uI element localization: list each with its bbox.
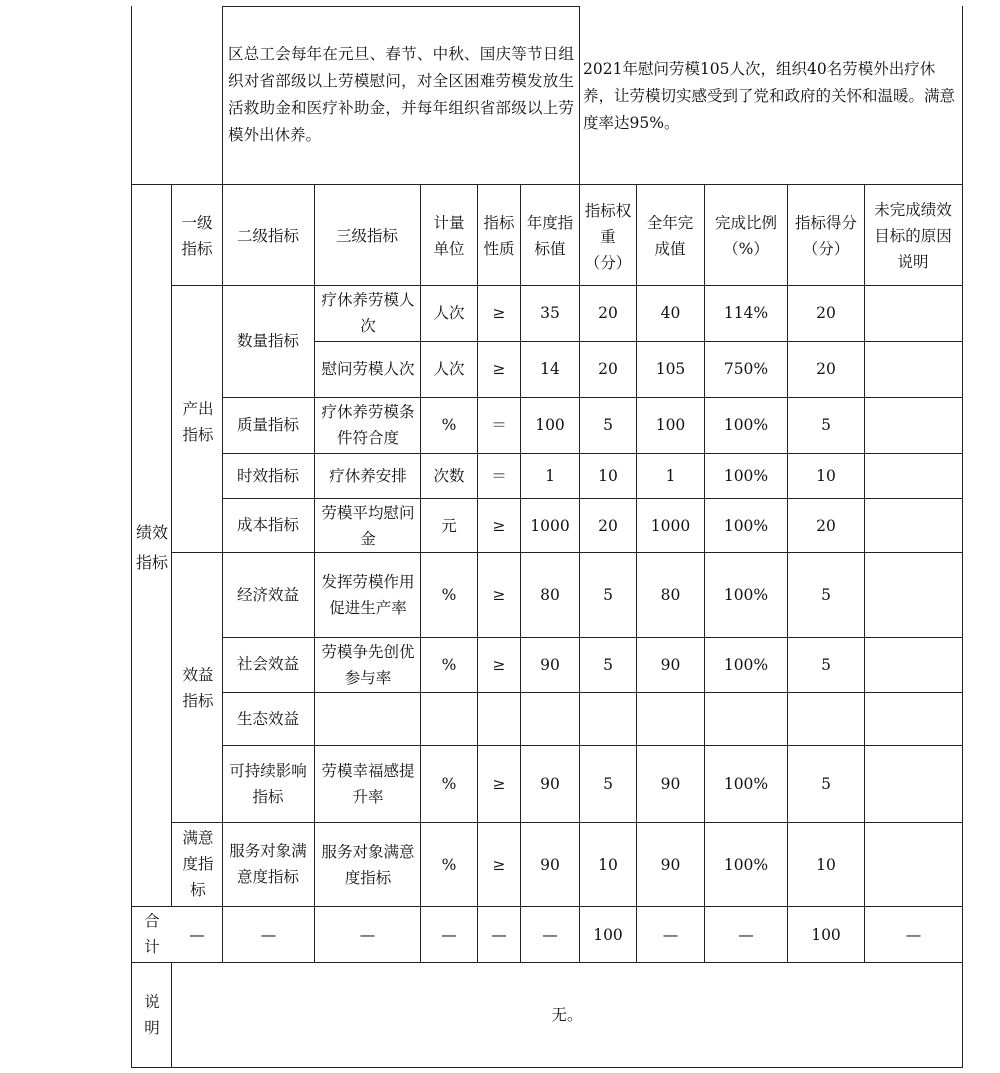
actual-cell: 40 bbox=[660, 304, 681, 322]
weight-cell: 5 bbox=[603, 656, 613, 674]
actual-cell: 80 bbox=[660, 586, 681, 604]
total-level2: — bbox=[260, 925, 277, 944]
reason-cell bbox=[865, 694, 962, 744]
score-cell: 10 bbox=[816, 467, 836, 485]
header-actual: 全年完成值 bbox=[646, 214, 694, 258]
unit-cell bbox=[421, 694, 477, 744]
nature-cell bbox=[478, 694, 520, 744]
score-cell: 20 bbox=[816, 360, 836, 378]
actual-cell bbox=[637, 694, 704, 744]
level2-sustainable: 可持续影响指标 bbox=[229, 762, 307, 806]
total-score: 100 bbox=[811, 925, 841, 944]
total-ratio: — bbox=[738, 925, 754, 944]
level1-benefit: 效益指标 bbox=[182, 666, 214, 710]
target-cell: 80 bbox=[540, 586, 560, 604]
header-reason: 未完成绩效目标的原因说明 bbox=[874, 201, 952, 271]
level3-cell: 疗休养安排 bbox=[329, 467, 407, 485]
total-actual: — bbox=[662, 925, 679, 944]
level2-quality: 质量指标 bbox=[236, 416, 299, 434]
score-cell: 10 bbox=[816, 855, 836, 874]
unit-cell: % bbox=[441, 656, 457, 674]
target-cell: 100 bbox=[535, 416, 565, 434]
level2-quantity: 数量指标 bbox=[236, 332, 299, 350]
reason-cell bbox=[865, 554, 962, 636]
target-cell: 90 bbox=[540, 855, 560, 874]
level3-cell: 疗休养劳模人次 bbox=[321, 291, 415, 335]
total-level3: — bbox=[359, 925, 376, 944]
header-level2: 二级指标 bbox=[236, 227, 299, 245]
level2-social: 社会效益 bbox=[236, 655, 299, 673]
score-cell: 20 bbox=[816, 516, 836, 535]
target-cell: 90 bbox=[540, 656, 560, 674]
level2-ecological: 生态效益 bbox=[236, 710, 299, 728]
nature-cell: ≥ bbox=[492, 855, 506, 874]
actual-cell: 90 bbox=[660, 656, 681, 674]
ratio-cell: 100% bbox=[723, 516, 769, 535]
grid-line bbox=[171, 285, 963, 286]
grid-line bbox=[314, 341, 963, 342]
header-ratio: 完成比例（%） bbox=[714, 214, 777, 258]
level3-cell: 疗休养劳模条件符合度 bbox=[321, 403, 415, 447]
header-unit: 计量单位 bbox=[433, 214, 465, 258]
weight-cell: 20 bbox=[598, 360, 618, 378]
level3-cell: 劳模平均慰问金 bbox=[321, 503, 415, 548]
total-weight: 100 bbox=[593, 925, 623, 944]
nature-cell: ≥ bbox=[492, 516, 506, 535]
grid-line bbox=[171, 822, 963, 823]
grid-line bbox=[171, 185, 172, 906]
actual-cell: 100 bbox=[655, 416, 686, 434]
grid-line bbox=[579, 6, 580, 185]
grid-line bbox=[222, 453, 963, 454]
nature-cell: ≥ bbox=[492, 586, 506, 604]
ratio-cell: 100% bbox=[723, 775, 769, 793]
target-cell: 14 bbox=[540, 360, 560, 378]
nature-cell: ＝ bbox=[491, 416, 507, 434]
total-unit: — bbox=[441, 925, 457, 944]
level2-timeliness: 时效指标 bbox=[236, 467, 299, 485]
unit-cell: 元 bbox=[441, 516, 457, 535]
reason-cell bbox=[865, 747, 962, 821]
note-label: 说明 bbox=[144, 993, 160, 1037]
level3-cell bbox=[318, 694, 418, 744]
grid-line bbox=[962, 6, 963, 1068]
actual-cell: 1 bbox=[665, 467, 676, 485]
reason-cell bbox=[865, 455, 962, 497]
weight-cell: 20 bbox=[598, 516, 618, 535]
target-cell: 90 bbox=[540, 775, 560, 793]
ratio-cell: 100% bbox=[723, 855, 769, 874]
total-nature: — bbox=[491, 925, 507, 944]
reason-cell bbox=[865, 343, 962, 395]
level1-satisfaction: 满意度指标 bbox=[182, 829, 214, 899]
nature-cell: ≥ bbox=[492, 656, 506, 674]
ratio-cell: 114% bbox=[723, 304, 769, 322]
level3-cell: 劳模幸福感提升率 bbox=[321, 762, 415, 806]
note-text: 无。 bbox=[551, 1006, 583, 1024]
results-text: 2021年慰问劳模105人次，组织40名劳模外出疗休养，让劳模切实感受到了党和政府的关怀和温暖。满意度率达95%。 bbox=[583, 60, 956, 132]
grid-line bbox=[131, 962, 963, 963]
level1-output: 产出指标 bbox=[182, 400, 214, 444]
score-cell: 20 bbox=[816, 304, 836, 322]
unit-cell: 人次 bbox=[433, 360, 465, 378]
grid-line bbox=[222, 6, 579, 7]
grid-line bbox=[131, 184, 963, 185]
weight-cell: 5 bbox=[603, 586, 613, 604]
total-level1: — bbox=[189, 925, 205, 944]
reason-cell bbox=[865, 399, 962, 451]
score-cell bbox=[788, 694, 864, 744]
weight-cell: 10 bbox=[598, 467, 618, 485]
score-cell: 5 bbox=[821, 775, 831, 793]
ratio-cell: 100% bbox=[723, 656, 769, 674]
header-score: 指标得分（分） bbox=[794, 214, 857, 258]
weight-cell: 5 bbox=[603, 775, 613, 793]
level3-cell: 慰问劳模人次 bbox=[321, 360, 415, 378]
reason-cell bbox=[865, 500, 962, 551]
grid-line bbox=[131, 906, 963, 907]
score-cell: 5 bbox=[821, 416, 831, 434]
ratio-cell: 100% bbox=[723, 467, 769, 485]
grid-line bbox=[222, 692, 963, 693]
level2-economic: 经济效益 bbox=[236, 586, 299, 604]
score-cell: 5 bbox=[821, 656, 831, 674]
actual-cell: 1000 bbox=[650, 516, 691, 535]
target-cell bbox=[521, 694, 579, 744]
header-nature: 指标性质 bbox=[483, 214, 515, 258]
grid-line bbox=[222, 745, 963, 746]
measures-text: 区总工会每年在元旦、春节、中秋、国庆等节日组织对省部级以上劳模慰问，对全区困难劳模发放生活救助金和医疗补助金，并每年组织省部级以上劳模外出休养。 bbox=[228, 45, 574, 144]
grid-line bbox=[222, 185, 223, 962]
level3-cell: 劳模争先创优参与率 bbox=[321, 643, 415, 687]
total-label: 合计 bbox=[144, 912, 160, 956]
weight-cell: 5 bbox=[603, 416, 613, 434]
grid-line bbox=[222, 637, 963, 638]
level2-cost: 成本指标 bbox=[236, 516, 299, 534]
grid-line bbox=[222, 6, 223, 185]
reason-cell bbox=[865, 287, 962, 339]
level3-cell: 发挥劳模作用促进生产率 bbox=[321, 573, 415, 617]
grid-line bbox=[131, 6, 132, 1068]
actual-cell: 90 bbox=[660, 855, 681, 874]
ratio-cell: 100% bbox=[723, 586, 769, 604]
score-cell: 5 bbox=[821, 586, 831, 604]
nature-cell: ≥ bbox=[492, 304, 506, 322]
reason-cell bbox=[865, 639, 962, 691]
nature-cell: ＝ bbox=[491, 467, 507, 485]
unit-cell: % bbox=[441, 586, 457, 604]
reason-cell bbox=[865, 824, 962, 905]
unit-cell: % bbox=[441, 416, 457, 434]
target-cell: 35 bbox=[540, 304, 560, 322]
ratio-cell bbox=[705, 694, 787, 744]
grid-line bbox=[171, 552, 963, 553]
weight-cell: 10 bbox=[598, 855, 618, 874]
weight-cell: 20 bbox=[598, 304, 618, 322]
total-target: — bbox=[542, 925, 558, 944]
level2-service: 服务对象满意度指标 bbox=[229, 842, 307, 886]
grid-line bbox=[131, 1067, 963, 1068]
actual-cell: 90 bbox=[660, 775, 681, 793]
target-cell: 1000 bbox=[530, 516, 570, 535]
level3-cell: 服务对象满意度指标 bbox=[321, 842, 415, 887]
ratio-cell: 750% bbox=[723, 360, 769, 378]
actual-cell: 105 bbox=[655, 360, 686, 378]
grid-line bbox=[222, 397, 963, 398]
weight-cell bbox=[580, 694, 636, 744]
header-weight: 指标权重（分） bbox=[584, 202, 632, 272]
nature-cell: ≥ bbox=[492, 360, 506, 378]
nature-cell: ≥ bbox=[492, 775, 506, 793]
header-level1: 一级指标 bbox=[181, 214, 213, 258]
unit-cell: % bbox=[441, 855, 457, 874]
unit-cell: 人次 bbox=[433, 304, 465, 322]
target-cell: 1 bbox=[545, 467, 555, 485]
ratio-cell: 100% bbox=[723, 416, 769, 434]
grid-line bbox=[314, 185, 315, 962]
header-target: 年度指标值 bbox=[526, 214, 574, 258]
header-level3: 三级指标 bbox=[335, 227, 398, 245]
unit-cell: % bbox=[441, 775, 457, 793]
total-reason: — bbox=[905, 925, 922, 944]
unit-cell: 次数 bbox=[433, 467, 465, 485]
section-label: 绩效指标 bbox=[136, 523, 169, 572]
